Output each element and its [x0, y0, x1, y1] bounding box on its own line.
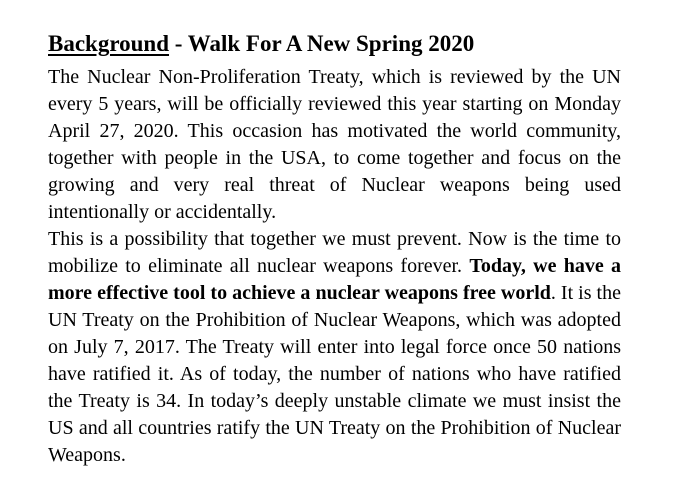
title-rest: - Walk For A New Spring 2020	[169, 31, 475, 56]
paragraph2-bold-phrase: Today, we have a more effective tool to achieve a nuclear weapons free world	[48, 255, 621, 304]
title-underlined-word: Background	[48, 31, 170, 56]
paragraph2-regular-end: . It is the UN Treaty on the Prohibition of Nuclear Weapons, which was adopted on July 7, 2017. The Treaty will enter into legal force once 50 nations have ratified it. As of today, the number of nations who have ratified the Treaty is 34. In today’s deeply unstable climate we must insist the US and all countries ratify the UN Treaty on the Prohibition of Nuclear Weapons.	[48, 282, 621, 466]
paragraph-background-intro: The Nuclear Non-Proliferation Treaty, which is reviewed by the UN every 5 years, will be officially reviewed this year starting on Monday April 27, 2020. This occasion has motivated the world community, together with people in the USA, to come together and focus on the growing and very real threat of Nuclear weapons being used intentionally or accidentally.	[48, 66, 621, 223]
paragraph2-regular-start: This is a possibility that together we must prevent. Now is the time to mobilize to eliminate all nuclear weapons forever.	[48, 228, 621, 277]
document-body	[48, 64, 621, 469]
paragraph-treaty-details	[48, 226, 621, 469]
page-title	[48, 29, 621, 59]
